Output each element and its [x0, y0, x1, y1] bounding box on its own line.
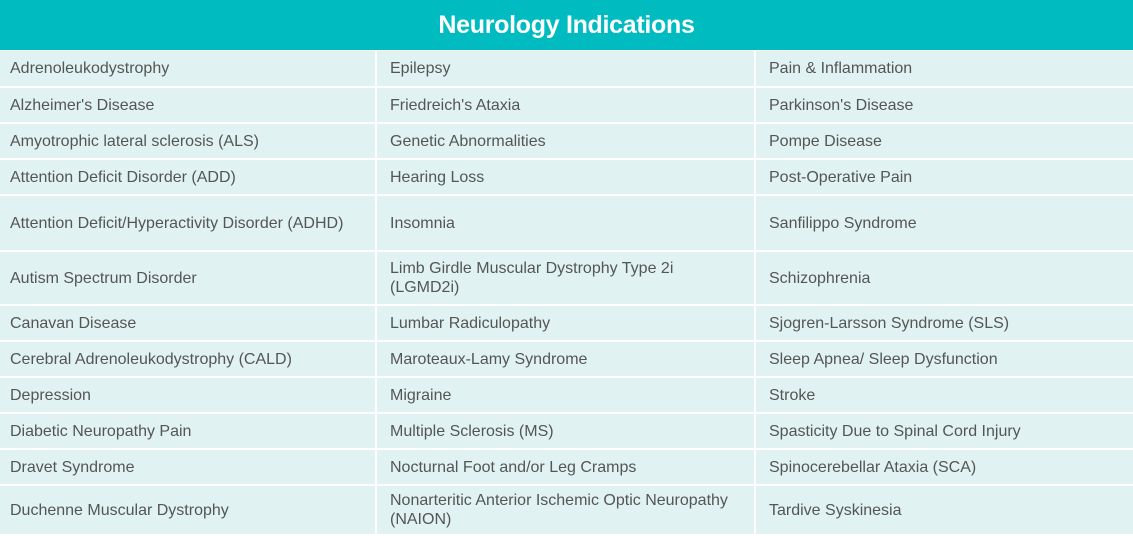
table-row	[0, 485, 1133, 535]
table-cell: Depression	[0, 377, 376, 413]
table-cell: Insomnia	[376, 195, 755, 251]
table-row	[0, 251, 1133, 305]
table-cell: Diabetic Neuropathy Pain	[0, 413, 376, 449]
table-cell: Friedreich's Ataxia	[376, 87, 755, 123]
table-row	[0, 123, 1133, 159]
table-cell: Multiple Sclerosis (MS)	[376, 413, 755, 449]
table-cell: Attention Deficit Disorder (ADD)	[0, 159, 376, 195]
table-cell: Attention Deficit/Hyperactivity Disorder (ADHD)	[0, 195, 376, 251]
table-cell: Cerebral Adrenoleukodystrophy (CALD)	[0, 341, 376, 377]
table-cell: Migraine	[376, 377, 755, 413]
table-cell: Hearing Loss	[376, 159, 755, 195]
table-cell: Nocturnal Foot and/or Leg Cramps	[376, 449, 755, 485]
table-row	[0, 87, 1133, 123]
table-row	[0, 51, 1133, 87]
table-row	[0, 305, 1133, 341]
table-cell: Duchenne Muscular Dystrophy	[0, 485, 376, 535]
table-cell: Genetic Abnormalities	[376, 123, 755, 159]
table-cell: Sleep Apnea/ Sleep Dysfunction	[755, 341, 1133, 377]
table-cell: Maroteaux-Lamy Syndrome	[376, 341, 755, 377]
table-cell: Parkinson's Disease	[755, 87, 1133, 123]
table-row	[0, 159, 1133, 195]
indications-table	[0, 51, 1133, 536]
table-cell: Sanfilippo Syndrome	[755, 195, 1133, 251]
table-row	[0, 377, 1133, 413]
table-cell: Pain & Inflammation	[755, 51, 1133, 87]
table-cell: Canavan Disease	[0, 305, 376, 341]
table-cell: Schizophrenia	[755, 251, 1133, 305]
table-cell: Post-Operative Pain	[755, 159, 1133, 195]
table-cell: Limb Girdle Muscular Dystrophy Type 2i (LGMD2i)	[376, 251, 755, 305]
table-cell: Lumbar Radiculopathy	[376, 305, 755, 341]
table-cell: Adrenoleukodystrophy	[0, 51, 376, 87]
table-cell: Amyotrophic lateral sclerosis (ALS)	[0, 123, 376, 159]
table-cell: Pompe Disease	[755, 123, 1133, 159]
table-cell: Autism Spectrum Disorder	[0, 251, 376, 305]
table-title: Neurology Indications	[0, 0, 1133, 50]
table-row	[0, 413, 1133, 449]
table-cell: Dravet Syndrome	[0, 449, 376, 485]
table-cell: Stroke	[755, 377, 1133, 413]
table-cell: Spasticity Due to Spinal Cord Injury	[755, 413, 1133, 449]
table-cell: Tardive Syskinesia	[755, 485, 1133, 535]
table-row	[0, 341, 1133, 377]
table-cell: Spinocerebellar Ataxia (SCA)	[755, 449, 1133, 485]
table-cell: Sjogren-Larsson Syndrome (SLS)	[755, 305, 1133, 341]
table-row	[0, 195, 1133, 251]
table-cell: Nonarteritic Anterior Ischemic Optic Neuropathy (NAION)	[376, 485, 755, 535]
table-cell: Epilepsy	[376, 51, 755, 87]
table-row	[0, 449, 1133, 485]
table-cell: Alzheimer's Disease	[0, 87, 376, 123]
